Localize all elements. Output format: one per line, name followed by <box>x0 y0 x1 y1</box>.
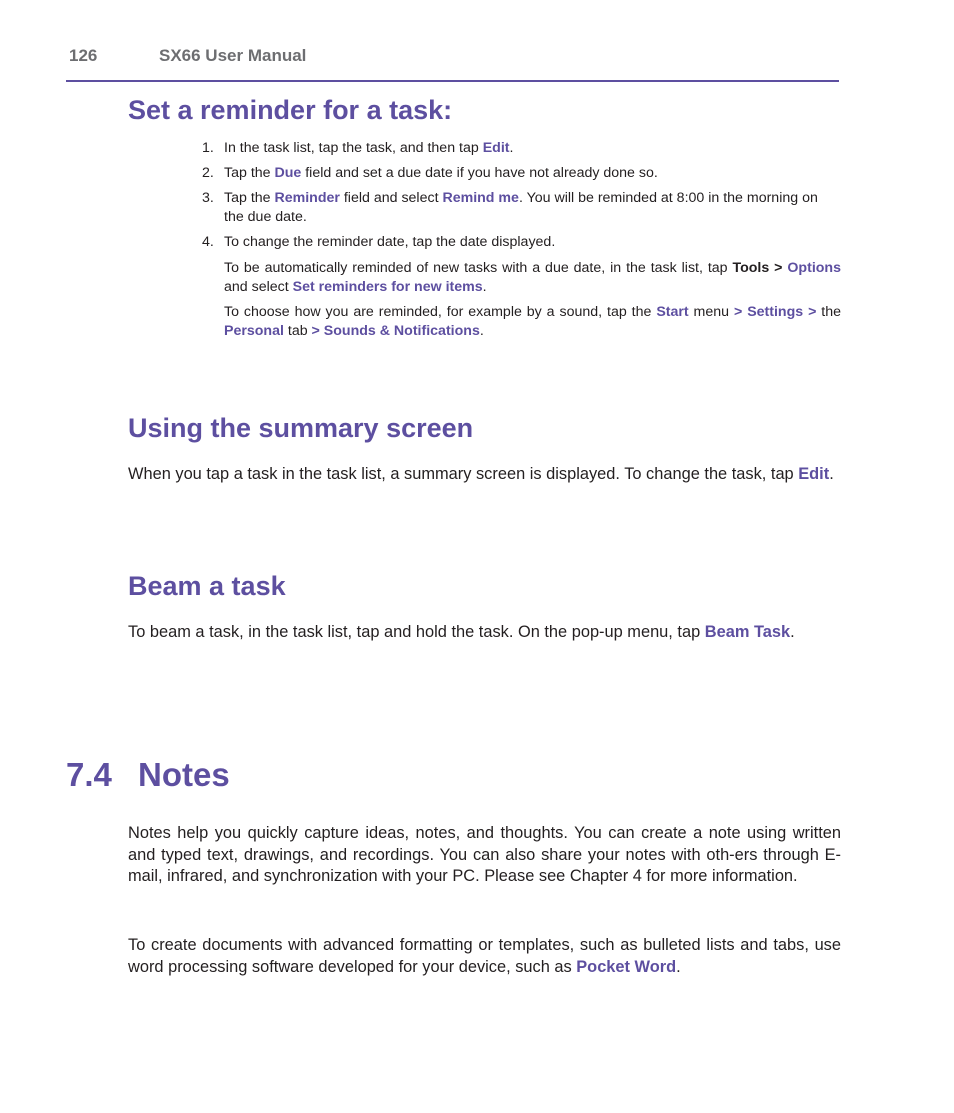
auto-reminder-note: To be automatically reminded of new tasks with a due date, in the task list, tap Tools > Options and select Set reminders for new items. <box>224 260 841 295</box>
list-item: 1. In the task list, tap the task, and then tap Edit. <box>202 140 514 156</box>
list-item: 2. Tap the Due field and set a due date if you have not already done so. <box>202 165 658 181</box>
personal-link: Personal <box>224 323 284 339</box>
notes-paragraph-2: To create documents with advanced formatting or templates, such as bulleted lists and tabs, use word processing software developed for your device, such as Pocket Word. <box>128 936 841 976</box>
list-item: 4. To change the reminder date, tap the date displayed. <box>202 234 556 250</box>
sound-reminder-note: To choose how you are reminded, for example by a sound, tap the Start menu > Settings > the Personal tab > Sounds & Notifications. <box>224 304 842 339</box>
summary-paragraph: When you tap a task in the task list, a summary screen is displayed. To change the task, tap Edit. <box>128 465 834 483</box>
heading-set-reminder: Set a reminder for a task: <box>128 95 453 125</box>
set-reminders-link: Set reminders for new items <box>292 279 483 295</box>
sounds-notifications-link: > Sounds & Notifications <box>311 323 480 339</box>
page-number: 126 <box>69 46 98 65</box>
manual-title: SX66 User Manual <box>159 46 307 65</box>
page-header <box>66 44 839 82</box>
section-title: Notes <box>138 756 230 793</box>
edit-link: Edit <box>482 140 510 156</box>
notes-paragraph-1: Notes help you quickly capture ideas, notes, and thoughts. You can create a note using written and typed text, drawings, and recordings. You can also share your notes with oth-ers through E-mail, infrared, and synchronization with your PC. Please see Chapter 4 for more information. <box>128 824 841 885</box>
edit-link: Edit <box>798 465 830 483</box>
reminder-steps-list <box>200 139 841 258</box>
section-number: 7.4 <box>66 756 112 793</box>
beam-task-link: Beam Task <box>704 623 791 641</box>
heading-summary-screen: Using the summary screen <box>128 413 474 443</box>
heading-beam-task: Beam a task <box>128 571 286 601</box>
chapter-heading-notes <box>66 756 230 794</box>
options-link: Options <box>787 260 841 276</box>
pocket-word-link: Pocket Word <box>576 957 677 976</box>
beam-paragraph: To beam a task, in the task list, tap and hold the task. On the pop-up menu, tap Beam Task. <box>128 623 795 641</box>
due-link: Due <box>274 165 302 181</box>
list-item: 3. Tap the Reminder field and select Remind me. You will be reminded at 8:00 in the morning on the due date. <box>202 190 818 225</box>
reminder-link: Reminder <box>274 190 340 206</box>
start-link: Start <box>656 304 689 320</box>
settings-link: > Settings > <box>733 304 817 320</box>
remind-me-link: Remind me <box>442 190 519 206</box>
